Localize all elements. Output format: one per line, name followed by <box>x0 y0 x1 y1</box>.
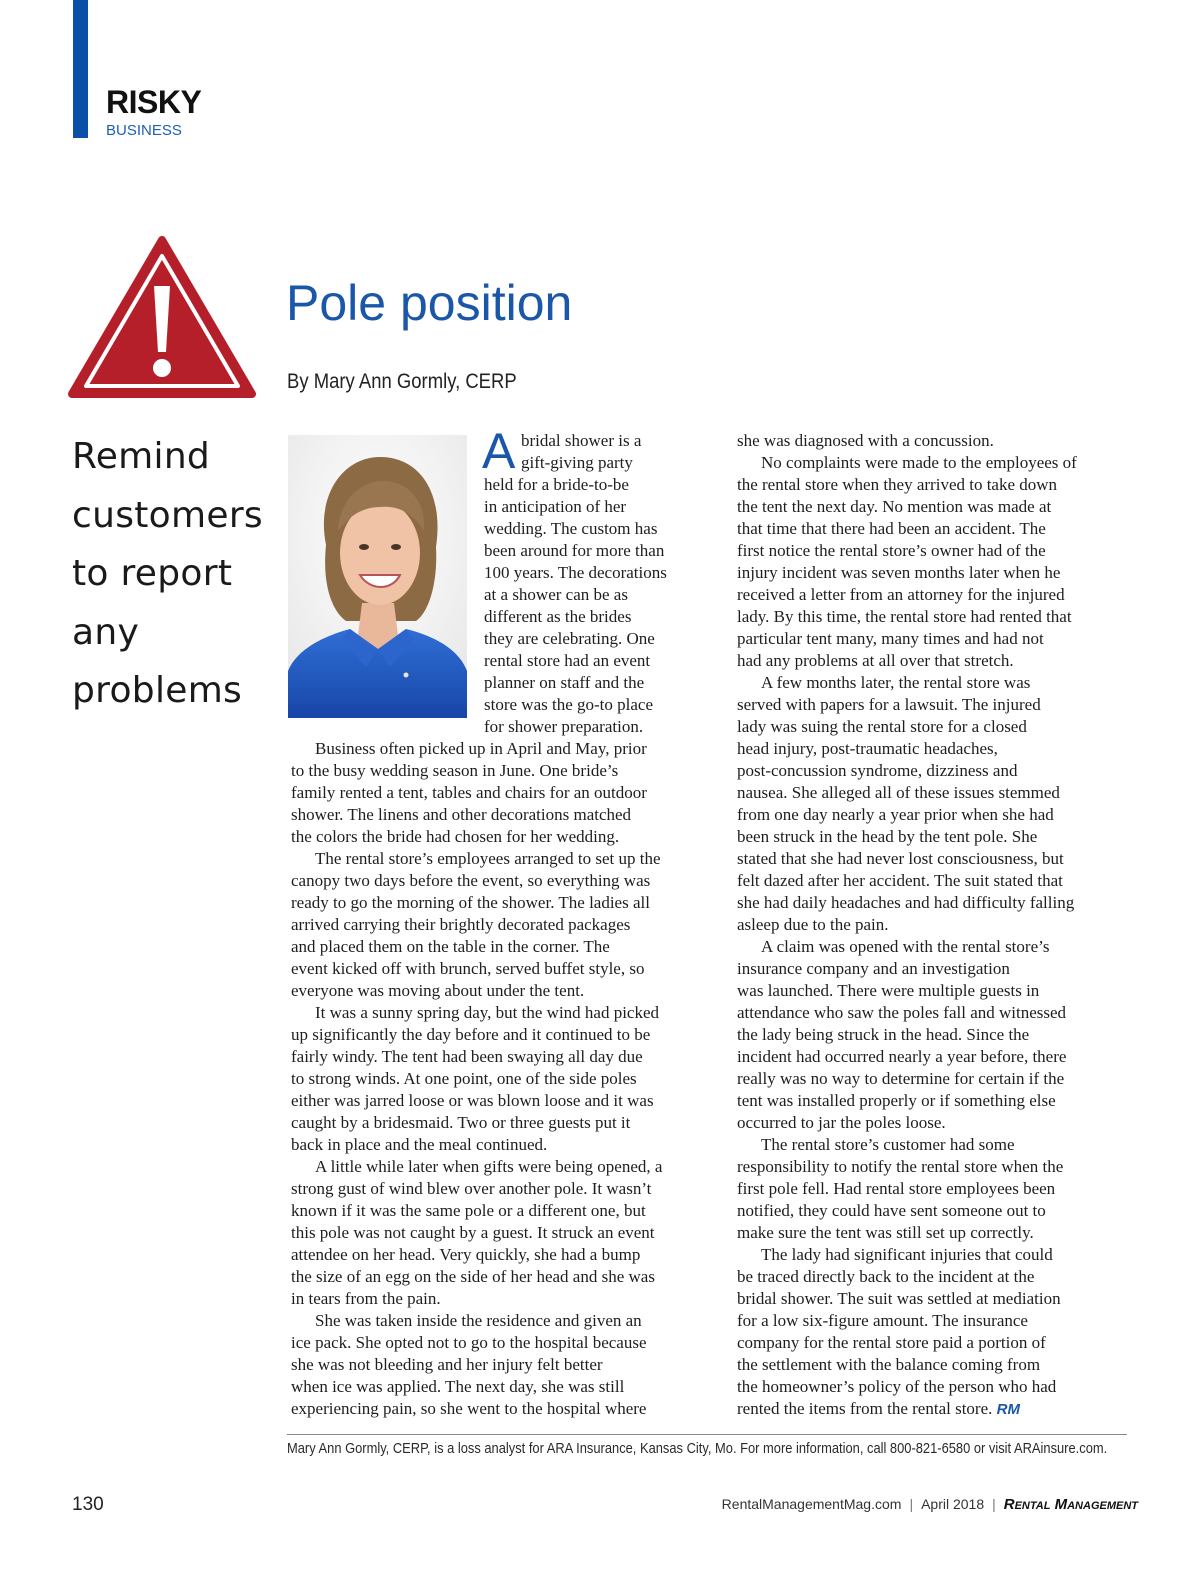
separator: | <box>992 1496 996 1512</box>
body-line: fairly windy. The tent had been swaying all day due <box>291 1047 643 1066</box>
body-line: and placed them on the table in the corner. The <box>291 937 610 956</box>
body-line: lady. By this time, the rental store had rented that <box>737 607 1072 626</box>
article-title: Pole position <box>286 275 573 331</box>
body-line: held for a bride-to-be <box>484 475 629 494</box>
body-line: either was jarred loose or was blown loose and it was <box>291 1091 654 1110</box>
body-line: incident had occurred nearly a year before, there <box>737 1047 1067 1066</box>
body-line: different as the brides <box>484 607 632 626</box>
body-line: A little while later when gifts were being opened, a <box>315 1157 663 1176</box>
body-line: felt dazed after her accident. The suit stated that <box>737 871 1063 890</box>
body-line: been struck in the head by the tent pole. She <box>737 827 1038 846</box>
body-line: notified, they could have sent someone out to <box>737 1201 1046 1220</box>
body-line: ready to go the morning of the shower. The ladies all <box>291 893 650 912</box>
body-line: planner on staff and the <box>484 673 645 692</box>
body-line: bridal shower. The suit was settled at mediation <box>737 1289 1061 1308</box>
body-line: the settlement with the balance coming from <box>737 1355 1041 1374</box>
publication-name: Rental Management <box>1003 1496 1138 1513</box>
byline: By Mary Ann Gormly, CERP <box>287 370 517 393</box>
body-line: Business often picked up in April and May, prior <box>315 739 647 758</box>
body-line: she was diagnosed with a concussion. <box>737 431 994 450</box>
body-line: the colors the bride had chosen for her wedding. <box>291 827 620 846</box>
folio <box>722 1496 1138 1513</box>
body-line: that time that there had been an accident. The <box>737 519 1046 538</box>
author-bio: Mary Ann Gormly, CERP, is a loss analyst for ARA Insurance, Kansas City, Mo. For more information, call 800-821-6580 or visit ARAinsure.com. <box>287 1440 1108 1457</box>
body-line: It was a sunny spring day, but the wind had picked <box>315 1003 660 1022</box>
body-line-last <box>737 1398 1020 1421</box>
body-line: back in place and the meal continued. <box>291 1135 548 1154</box>
pull-quote-line: any <box>72 611 140 653</box>
body-line: make sure the tent was still set up correctly. <box>737 1223 1034 1242</box>
body-line: shower. The linens and other decorations matched <box>291 805 632 824</box>
body-line: everyone was moving about under the tent. <box>291 981 585 1000</box>
body-line: to strong winds. At one point, one of the side poles <box>291 1069 637 1088</box>
body-line: for a low six-figure amount. The insurance <box>737 1311 1028 1330</box>
body-line: The rental store’s employees arranged to set up the <box>315 849 661 868</box>
body-line: occurred to jar the poles loose. <box>737 1113 946 1132</box>
pull-quote-line: customers <box>72 494 263 536</box>
body-line: responsibility to notify the rental store when the <box>737 1157 1064 1176</box>
body-line: insurance company and an investigation <box>737 959 1010 978</box>
body-line: A few months later, the rental store was <box>761 673 1031 692</box>
body-line: up significantly the day before and it continued to be <box>291 1025 651 1044</box>
body-line: attendance who saw the poles fall and witnessed <box>737 1003 1067 1022</box>
body-line: at a shower can be as <box>484 585 628 604</box>
body-line: this pole was not caught by a guest. It struck an event <box>291 1223 655 1242</box>
body-line: in anticipation of her <box>484 497 627 516</box>
pull-quote-line: to report <box>72 553 233 594</box>
body-line: A claim was opened with the rental store’s <box>761 937 1050 956</box>
body-line: canopy two days before the event, so everything was <box>291 871 651 890</box>
body-line: when ice was applied. The next day, she was still <box>291 1377 625 1396</box>
warning-icon <box>66 234 258 402</box>
body-line: arrived carrying their brightly decorated packages <box>291 915 631 934</box>
body-line: injury incident was seven months later when he <box>737 563 1061 582</box>
body-line: the rental store when they arrived to take down <box>737 475 1058 494</box>
pull-quote-line: problems <box>72 670 243 711</box>
body-line: bridal shower is a <box>521 431 642 450</box>
body-line: been around for more than <box>484 541 665 560</box>
body-line: caught by a bridesmaid. Two or three guests put it <box>291 1113 631 1132</box>
body-line: be traced directly back to the incident at the <box>737 1267 1035 1286</box>
body-line: 100 years. The decorations <box>484 563 667 582</box>
body-line: event kicked off with brunch, served buffet style, so <box>291 959 645 978</box>
section-subtitle: BUSINESS <box>106 122 182 139</box>
website: RentalManagementMag.com <box>721 1496 902 1512</box>
body-line: received a letter from an attorney for the injured <box>737 585 1065 604</box>
body-line: she was not bleeding and her injury felt better <box>291 1355 603 1374</box>
body-line: rented the items from the rental store. <box>737 1399 993 1418</box>
body-line: was launched. There were multiple guests in <box>737 981 1040 1000</box>
body-line: nausea. She alleged all of these issues stemmed <box>737 783 1060 802</box>
drop-cap: A <box>482 423 516 479</box>
body-line: for shower preparation. <box>484 717 644 736</box>
end-mark: RM <box>996 1401 1020 1418</box>
body-line: She was taken inside the residence and given an <box>315 1311 642 1330</box>
body-line: had any problems at all over that stretch. <box>737 651 1014 670</box>
footer-divider <box>287 1434 1127 1435</box>
body-line: store was the go-to place <box>484 695 653 714</box>
body-line: from one day nearly a year prior when she had <box>737 805 1054 824</box>
body-line: asleep due to the pain. <box>737 915 889 934</box>
body-line: gift-giving party <box>521 453 633 472</box>
pull-quote-line: Remind <box>72 436 211 477</box>
author-photo <box>288 435 467 718</box>
body-line: tent was installed properly or if something else <box>737 1091 1056 1110</box>
body-line: stated that she had never lost consciousness, but <box>737 849 1064 868</box>
body-line: The rental store’s customer had some <box>761 1135 1015 1154</box>
body-line: in tears from the pain. <box>291 1289 441 1308</box>
body-line: to the busy wedding season in June. One bride’s <box>291 761 619 780</box>
body-line: rental store had an event <box>484 651 651 670</box>
section-title: RISKY <box>106 84 202 120</box>
body-line: No complaints were made to the employees of <box>761 453 1077 472</box>
separator: | <box>909 1496 914 1512</box>
body-line: served with papers for a lawsuit. The injured <box>737 695 1041 714</box>
body-line: lady was suing the rental store for a closed <box>737 717 1027 736</box>
page-number: 130 <box>72 1494 104 1515</box>
body-line: strong gust of wind blew over another pole. It wasn’t <box>291 1179 652 1198</box>
body-line: ice pack. She opted not to go to the hospital because <box>291 1333 647 1352</box>
body-line: experiencing pain, so she went to the hospital where <box>291 1399 647 1418</box>
body-line: The lady had significant injuries that could <box>761 1245 1053 1264</box>
body-line: the lady being struck in the head. Since the <box>737 1025 1030 1044</box>
issue-date: April 2018 <box>921 1496 985 1512</box>
body-line: the homeowner’s policy of the person who had <box>737 1377 1057 1396</box>
body-line: particular tent many, many times and had not <box>737 629 1044 648</box>
body-line: first notice the rental store’s owner had of the <box>737 541 1046 560</box>
body-line: the tent the next day. No mention was made at <box>737 497 1052 516</box>
body-line: family rented a tent, tables and chairs for an outdoor <box>291 783 647 802</box>
body-line: they are celebrating. One <box>484 629 655 648</box>
body-line: company for the rental store paid a portion of <box>737 1333 1046 1352</box>
body-line: head injury, post-traumatic headaches, <box>737 739 998 758</box>
body-line: wedding. The custom has <box>484 519 658 538</box>
section-accent-bar <box>73 0 88 138</box>
body-line: first pole fell. Had rental store employees been <box>737 1179 1056 1198</box>
body-line: attendee on her head. Very quickly, she had a bump <box>291 1245 641 1264</box>
body-line: the size of an egg on the side of her head and she was <box>291 1267 655 1286</box>
body-line: she had daily headaches and had difficulty falling <box>737 893 1075 912</box>
body-line: known if it was the same pole or a different one, but <box>291 1201 646 1220</box>
pull-quote <box>72 428 262 721</box>
body-line: really was no way to determine for certain if the <box>737 1069 1065 1088</box>
body-line: post-concussion syndrome, dizziness and <box>737 761 1018 780</box>
